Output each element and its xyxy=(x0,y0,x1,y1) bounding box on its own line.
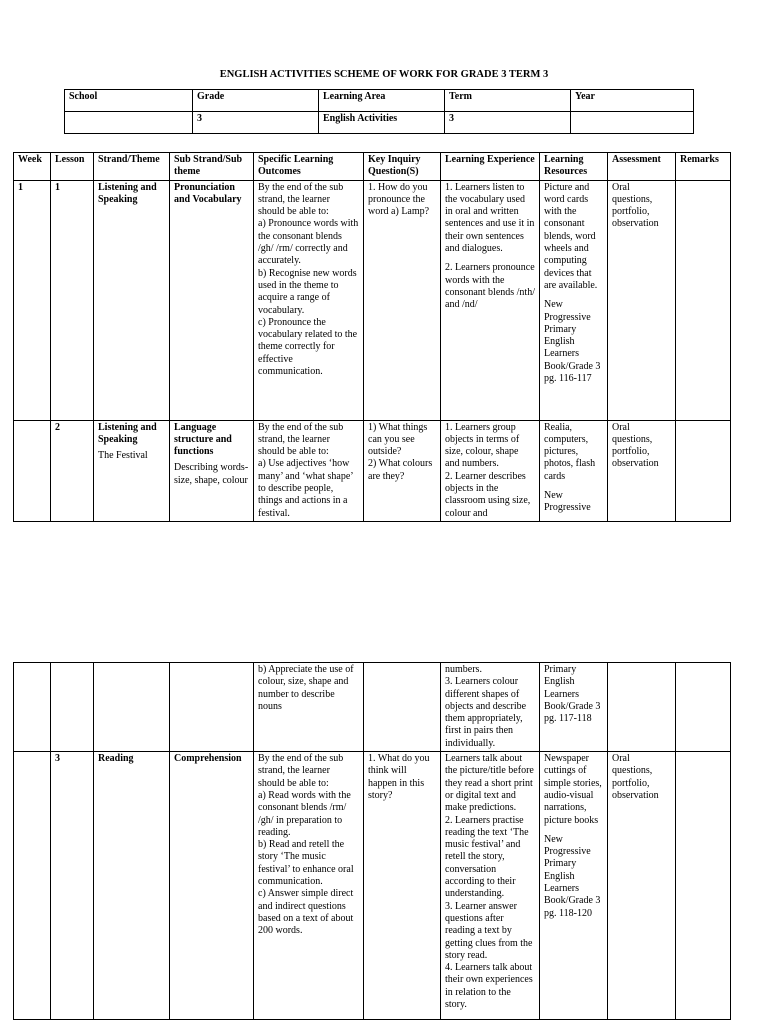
header-inquiry: Key Inquiry Question(S) xyxy=(364,153,441,181)
row3-resources-1: Newspaper cuttings of simple stories, audio-visual narrations, picture books xyxy=(544,753,602,826)
row2-week xyxy=(14,420,51,521)
row2cont-experience: numbers. 3. Learners colour different shapes of objects and describe them appropriately, first in pairs then individually. xyxy=(441,663,540,752)
row3-week xyxy=(14,752,51,1020)
table-row xyxy=(14,420,731,521)
row3-experience: Learners talk about the picture/title before they read a short print or digital text and make predictions. 2. Learners practise reading the text ‘The music festival’ and retell the story, conversation according to their understanding. 3. Learner answer questions after reading a text by getting clues from the story read. 4. Learners talk about their own experiences in relation to the story. xyxy=(441,752,540,1020)
info-value-grade: 3 xyxy=(193,112,319,134)
info-label-term: Term xyxy=(445,90,571,112)
row2-strand-sub: The Festival xyxy=(98,450,148,462)
info-value-term: 3 xyxy=(445,112,571,134)
scheme-table-page-2 xyxy=(13,662,731,1020)
row2cont-remarks xyxy=(676,663,731,752)
row2-substrand xyxy=(170,420,254,521)
row2cont-substrand xyxy=(170,663,254,752)
row3-inquiry: 1. What do you think will happen in this story? xyxy=(364,752,441,1020)
row2-remarks xyxy=(676,420,731,521)
info-value-year xyxy=(571,112,694,134)
row2cont-lesson xyxy=(51,663,94,752)
row1-assessment: Oral questions, portfolio, observation xyxy=(608,180,676,420)
row2-assessment: Oral questions, portfolio, observation xyxy=(608,420,676,521)
row3-lesson: 3 xyxy=(51,752,94,1020)
row3-remarks xyxy=(676,752,731,1020)
row2-substrand-main: Language structure and functions xyxy=(174,421,232,458)
row3-assessment: Oral questions, portfolio, observation xyxy=(608,752,676,1020)
row2-inquiry: 1) What things can you see outside? 2) What colours are they? xyxy=(364,420,441,521)
info-value-learning-area: English Activities xyxy=(319,112,445,134)
row1-substrand: Pronunciation and Vocabulary xyxy=(170,180,254,420)
row2-outcomes: By the end of the sub strand, the learner should be able to: a) Use adjectives ‘how many’ and ‘what shape’ to describe people, things and actions in a festival. xyxy=(254,420,364,521)
row1-week: 1 xyxy=(14,180,51,420)
info-table xyxy=(64,89,694,134)
header-experience: Learning Experience xyxy=(441,153,540,181)
table-row xyxy=(14,752,731,1020)
row1-outcomes: By the end of the sub strand, the learner should be able to: a) Pronounce words with the consonant blends /gh/ /rm/ correctly and accurately. b) Recognise new words used in the theme to acquire a range of vocabulary. c) Pronounce the vocabulary related to the theme correctly for effective communication. xyxy=(254,180,364,420)
row1-resources-2: New Progressive Primary English Learners Book/Grade 3 pg. 116-117 xyxy=(544,299,601,385)
header-outcomes: Specific Learning Outcomes xyxy=(254,153,364,181)
row2-strand-main: Listening and Speaking xyxy=(98,421,157,445)
info-value-school xyxy=(65,112,193,134)
row2-experience: 1. Learners group objects in terms of size, colour, shape and numbers. 2. Learner describes objects in the classroom using size, colour and xyxy=(441,420,540,521)
info-label-year: Year xyxy=(571,90,694,112)
row1-experience-2: 2. Learners pronounce words with the consonant blends /nth/ and /nd/ xyxy=(445,262,535,311)
table-row xyxy=(14,180,731,420)
row3-strand: Reading xyxy=(94,752,170,1020)
row2cont-strand xyxy=(94,663,170,752)
row2cont-assessment xyxy=(608,663,676,752)
row2-lesson: 2 xyxy=(51,420,94,521)
row3-substrand: Comprehension xyxy=(170,752,254,1020)
header-remarks: Remarks xyxy=(676,153,731,181)
table-row xyxy=(14,663,731,752)
row1-inquiry: 1. How do you pronounce the word a) Lamp? xyxy=(364,180,441,420)
header-lesson: Lesson xyxy=(51,153,94,181)
header-row xyxy=(14,153,731,181)
row2-strand xyxy=(94,420,170,521)
info-label-learning-area: Learning Area xyxy=(319,90,445,112)
header-substrand: Sub Strand/Sub theme xyxy=(170,153,254,181)
row2cont-week xyxy=(14,663,51,752)
row1-resources-1: Picture and word cards with the consonant blends, word wheels and computing devices that are available. xyxy=(544,181,598,291)
row2-substrand-sub: Describing words- size, shape, colour xyxy=(174,462,249,486)
row1-strand: Listening and Speaking xyxy=(94,180,170,420)
row2cont-outcomes: b) Appreciate the use of colour, size, shape and number to describe nouns xyxy=(254,663,364,752)
header-assessment: Assessment xyxy=(608,153,676,181)
row2cont-resources: Primary English Learners Book/Grade 3 pg. 117-118 xyxy=(540,663,608,752)
header-week: Week xyxy=(14,153,51,181)
header-resources: Learning Resources xyxy=(540,153,608,181)
row2-resources-2: New Progressive xyxy=(544,490,591,514)
header-strand: Strand/Theme xyxy=(94,153,170,181)
row3-resources xyxy=(540,752,608,1020)
info-label-school: School xyxy=(65,90,193,112)
row3-resources-2: New Progressive Primary English Learners Book/Grade 3 pg. 118-120 xyxy=(544,833,601,919)
row1-resources xyxy=(540,180,608,420)
scheme-table-page-1 xyxy=(13,152,731,522)
row2cont-inquiry xyxy=(364,663,441,752)
row1-experience xyxy=(441,180,540,420)
row1-experience-1: 1. Learners listen to the vocabulary used in oral and written sentences and use it in their own sentences and dialogues. xyxy=(445,181,535,255)
info-label-grade: Grade xyxy=(193,90,319,112)
row1-lesson: 1 xyxy=(51,180,94,420)
row1-remarks xyxy=(676,180,731,420)
row2-resources xyxy=(540,420,608,521)
row3-outcomes: By the end of the sub strand, the learner should be able to: a) Read words with the consonant blends /rm/ /gh/ in preparation to reading. b) Read and retell the story ‘The music festival’ to enhance oral communication. c) Answer simple direct and indirect questions based on a text of about 200 words. xyxy=(254,752,364,1020)
document-title: ENGLISH ACTIVITIES SCHEME OF WORK FOR GRADE 3 TERM 3 xyxy=(219,69,549,80)
row2-resources-1: Realia, computers, pictures, photos, flash cards xyxy=(544,421,596,482)
